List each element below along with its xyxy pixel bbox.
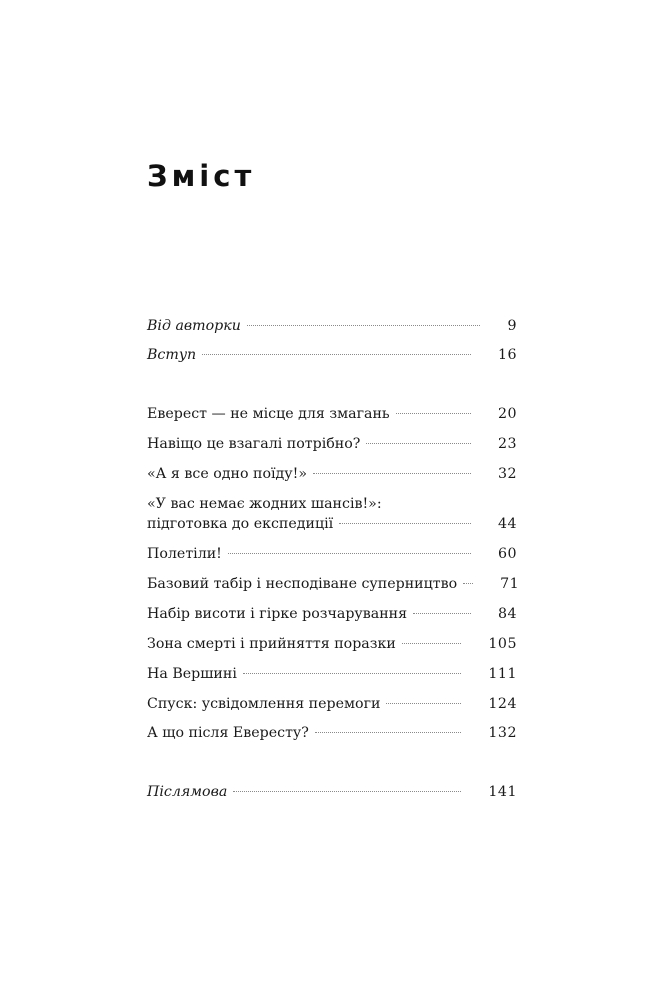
toc-entry-title: На Вершині	[147, 666, 237, 682]
toc-entry-chapter-10[interactable]	[147, 693, 517, 715]
table-of-contents	[147, 0, 520, 1000]
dot-leader	[233, 791, 461, 792]
toc-entry-title: Зона смерті і прийняття поразки	[147, 636, 396, 652]
toc-entry-chapter-5[interactable]	[147, 543, 517, 565]
toc-entry-page: 141	[488, 784, 517, 800]
toc-entry-title: А що після Евересту?	[147, 725, 309, 741]
dot-leader	[228, 553, 471, 554]
dot-leader	[463, 583, 473, 584]
toc-entry-introduction[interactable]	[147, 344, 517, 366]
toc-entry-chapter-4-first-line[interactable]: «У вас немає жодних шансів!»:	[147, 496, 382, 512]
toc-entry-title: Набір висоти і гірке розчарування	[147, 606, 408, 622]
dot-leader	[247, 325, 481, 326]
toc-entry-title: Спуск: усвідомлення перемоги	[147, 696, 381, 712]
dot-leader	[315, 732, 462, 733]
toc-entry-page: 44	[497, 516, 517, 532]
toc-entry-title: Еверест — не місце для змагань	[147, 406, 390, 422]
toc-entry-chapter-2[interactable]	[147, 433, 517, 455]
toc-entry-title: Вступ	[147, 347, 197, 363]
toc-entry-page: 105	[488, 636, 517, 652]
toc-entry-title: підготовка до експедиції	[147, 516, 334, 532]
toc-entry-page: 60	[497, 546, 517, 562]
toc-entry-title: «А я все одно поїду!»	[147, 466, 308, 482]
toc-entry-page: 20	[497, 406, 517, 422]
toc-entry-chapter-6[interactable]	[147, 573, 520, 595]
toc-entry-chapter-8[interactable]	[147, 633, 517, 655]
dot-leader	[313, 473, 471, 474]
toc-entry-page: 9	[507, 318, 517, 334]
toc-entry-title: Полетіли!	[147, 546, 222, 562]
toc-entry-afterword[interactable]	[147, 781, 517, 803]
toc-entry-title: Від авторки	[147, 318, 241, 334]
toc-entry-chapter-11[interactable]	[147, 722, 517, 744]
dot-leader	[413, 613, 471, 614]
toc-entry-chapter-9[interactable]	[147, 663, 517, 685]
toc-entry-page: 23	[497, 436, 517, 452]
toc-entry-chapter-4[interactable]	[147, 513, 517, 535]
toc-entry-title: Навіщо це взагалі потрібно?	[147, 436, 361, 452]
page-title: Зміст	[147, 159, 256, 193]
toc-entry-page: 71	[500, 576, 520, 592]
toc-entry-page: 16	[497, 347, 517, 363]
toc-entry-chapter-1[interactable]	[147, 403, 517, 425]
dot-leader	[202, 354, 471, 355]
toc-entry-page: 111	[488, 666, 517, 682]
toc-entry-title: Базовий табір і несподіване суперництво	[147, 576, 458, 592]
dot-leader	[243, 673, 462, 674]
toc-entry-title: Післямова	[147, 784, 228, 800]
dot-leader	[386, 703, 461, 704]
dot-leader	[402, 643, 462, 644]
toc-entry-page: 124	[488, 696, 517, 712]
toc-entry-page: 84	[497, 606, 517, 622]
toc-entry-page: 132	[488, 725, 517, 741]
dot-leader	[366, 443, 471, 444]
toc-entry-page: 32	[497, 466, 517, 482]
toc-entry-intro-author[interactable]	[147, 315, 517, 337]
dot-leader	[339, 523, 471, 524]
dot-leader	[396, 413, 471, 414]
toc-entry-chapter-3[interactable]	[147, 463, 517, 485]
toc-entry-chapter-7[interactable]	[147, 603, 517, 625]
